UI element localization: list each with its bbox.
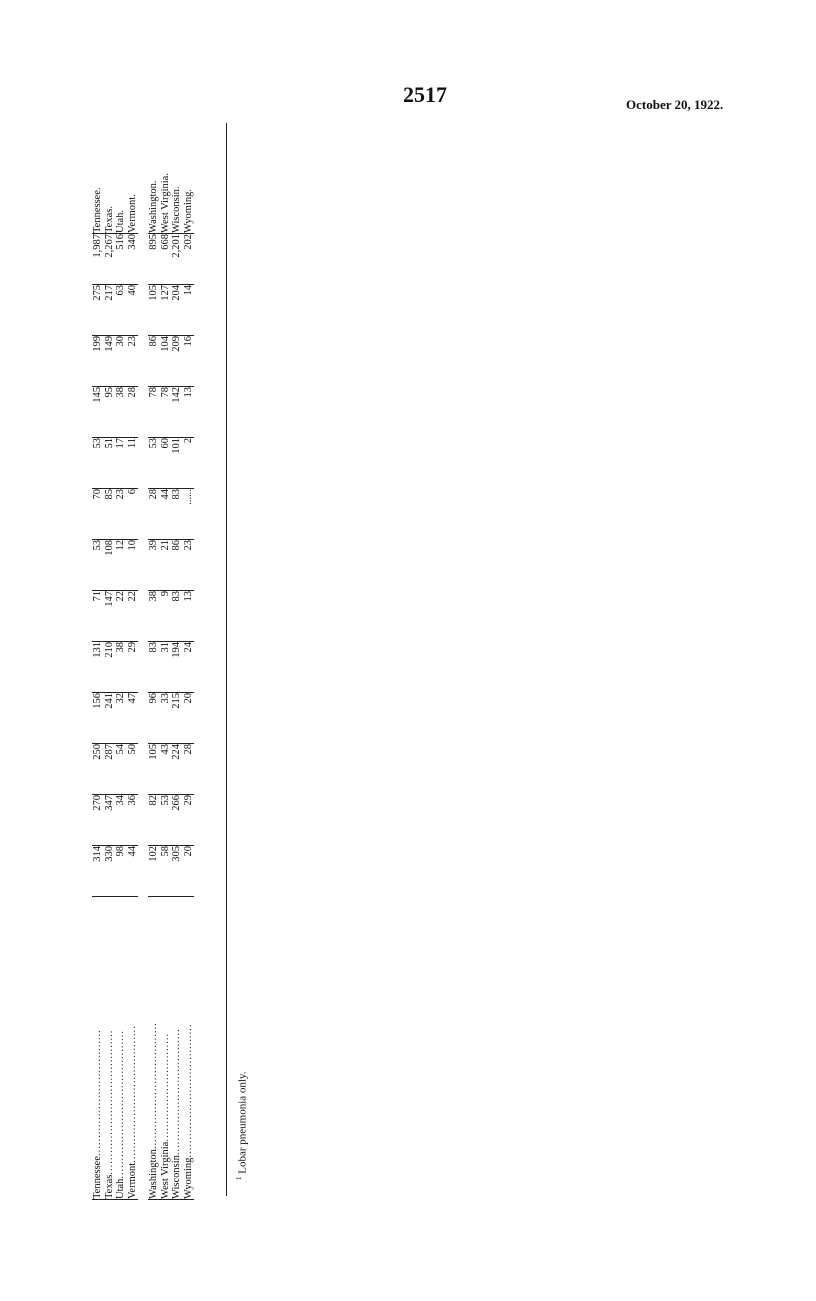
right-state-name: Utah.	[115, 125, 127, 234]
value-cell: 78	[148, 387, 160, 438]
dot-leader: ...................................	[148, 1022, 159, 1150]
value-cell: 47	[127, 693, 139, 744]
value-cell: 12	[115, 540, 127, 591]
value-cell: 101	[171, 438, 183, 489]
value-cell: 31	[160, 642, 172, 693]
value-cell: 50	[127, 744, 139, 795]
right-state-name: Wyoming.	[183, 125, 195, 234]
footnote	[235, 1072, 249, 1180]
value-cell: 20	[183, 846, 195, 897]
value-cell: 668	[160, 234, 172, 285]
value-cell: 82	[148, 795, 160, 846]
value-cell: 60	[160, 438, 172, 489]
value-cell: 44	[160, 489, 172, 540]
value-cell: 29	[127, 642, 139, 693]
gap-cell	[138, 125, 148, 1200]
value-cell: 266	[171, 795, 183, 846]
table-row	[148, 125, 160, 1200]
value-cell: 108	[104, 540, 116, 591]
value-cell: 63	[115, 285, 127, 336]
value-cell: 1,987	[92, 234, 104, 285]
value-cell: 147	[104, 591, 116, 642]
value-cell: 131	[92, 642, 104, 693]
value-cell: 13	[183, 591, 195, 642]
state-name-cell	[104, 897, 116, 1200]
value-cell: 40	[127, 285, 139, 336]
table-row	[92, 125, 104, 1200]
dot-leader: ........................................	[103, 1029, 115, 1175]
state-name: Vermont	[126, 1162, 138, 1199]
right-state-name: Texas.	[104, 125, 116, 234]
value-cell: 305	[171, 846, 183, 897]
state-name-cell	[148, 897, 160, 1200]
value-cell: 217	[104, 285, 116, 336]
value-cell: 38	[115, 642, 127, 693]
value-cell: 13	[183, 387, 195, 438]
value-cell: 149	[104, 336, 116, 387]
value-cell: 38	[148, 591, 160, 642]
value-cell: 24	[183, 642, 195, 693]
value-cell: ......	[183, 489, 195, 540]
state-name: West Virginia	[159, 1141, 171, 1199]
value-cell: 314	[92, 846, 104, 897]
value-cell: 20	[183, 693, 195, 744]
value-cell: 51	[104, 438, 116, 489]
value-cell: 98	[115, 846, 127, 897]
state-name-cell	[171, 897, 183, 1200]
value-cell: 28	[183, 744, 195, 795]
page-number: 2517	[403, 82, 447, 107]
dot-leader: .....................................	[182, 1023, 194, 1158]
value-cell: 71	[92, 591, 104, 642]
value-cell: 340	[127, 234, 139, 285]
state-name-cell	[183, 897, 195, 1200]
value-cell: 53	[148, 438, 160, 489]
page-date: October 20, 1922.	[626, 97, 724, 112]
value-cell: 215	[171, 693, 183, 744]
value-cell: 86	[171, 540, 183, 591]
value-cell: 275	[92, 285, 104, 336]
value-cell: 21	[160, 540, 172, 591]
rotated-table-container	[92, 125, 227, 1200]
value-cell: 53	[92, 438, 104, 489]
data-table-body	[92, 125, 194, 1200]
value-cell: 70	[92, 489, 104, 540]
state-name-cell	[115, 897, 127, 1200]
footnote-text: Lobar pneumonia only.	[236, 1071, 249, 1174]
value-cell: 36	[127, 795, 139, 846]
state-name-cell	[160, 897, 172, 1200]
value-cell: 54	[115, 744, 127, 795]
table-row	[104, 125, 116, 1200]
value-cell: 11	[127, 438, 139, 489]
value-cell: 105	[148, 744, 160, 795]
value-cell: 2,267	[104, 234, 116, 285]
value-cell: 14	[183, 285, 195, 336]
right-state-name: Tennessee.	[92, 125, 104, 234]
state-name: Texas	[103, 1174, 115, 1199]
value-cell: 2	[183, 438, 195, 489]
value-cell: 83	[171, 489, 183, 540]
right-state-name: West Virginia.	[160, 125, 172, 234]
value-cell: 209	[171, 336, 183, 387]
value-cell: 83	[148, 642, 160, 693]
value-cell: 16	[183, 336, 195, 387]
value-cell: 58	[160, 846, 172, 897]
value-cell: 22	[127, 591, 139, 642]
value-cell: 204	[171, 285, 183, 336]
value-cell: 83	[171, 591, 183, 642]
value-cell: 23	[115, 489, 127, 540]
dot-leader: ......................................	[126, 1025, 138, 1163]
table-row	[127, 125, 139, 1200]
value-cell: 250	[92, 744, 104, 795]
value-cell: 32	[115, 693, 127, 744]
value-cell: 30	[115, 336, 127, 387]
value-cell: 44	[127, 846, 139, 897]
dot-leader: ...................................	[92, 1029, 103, 1156]
value-cell: 516	[115, 234, 127, 285]
value-cell: 39	[148, 540, 160, 591]
table-row	[115, 125, 127, 1200]
value-cell: 78	[160, 387, 172, 438]
value-cell: 95	[104, 387, 116, 438]
value-cell: 6	[127, 489, 139, 540]
value-cell: 2,201	[171, 234, 183, 285]
row-group-gap	[138, 125, 148, 1200]
value-cell: 33	[160, 693, 172, 744]
table-row	[171, 125, 183, 1200]
right-state-name: Washington.	[148, 125, 160, 234]
value-cell: 156	[92, 693, 104, 744]
value-cell: 9	[160, 591, 172, 642]
state-name: Washington	[148, 1149, 159, 1199]
value-cell: 17	[115, 438, 127, 489]
value-cell: 23	[127, 336, 139, 387]
value-cell: 287	[104, 744, 116, 795]
value-cell: 347	[104, 795, 116, 846]
value-cell: 145	[92, 387, 104, 438]
dot-leader: .........................................	[115, 1029, 126, 1179]
value-cell: 210	[104, 642, 116, 693]
state-name: Utah	[115, 1178, 126, 1199]
state-name-cell	[127, 897, 139, 1200]
dot-leader: ...................................	[171, 1028, 182, 1156]
table-row	[160, 125, 172, 1200]
value-cell: 10	[127, 540, 139, 591]
value-cell: 102	[148, 846, 160, 897]
value-cell: 43	[160, 744, 172, 795]
value-cell: 96	[148, 693, 160, 744]
value-cell: 199	[92, 336, 104, 387]
value-cell: 127	[160, 285, 172, 336]
value-cell: 85	[104, 489, 116, 540]
value-cell: 38	[115, 387, 127, 438]
state-name: Tennessee	[92, 1156, 103, 1199]
value-cell: 23	[183, 540, 195, 591]
state-name-cell	[92, 897, 104, 1200]
value-cell: 895	[148, 234, 160, 285]
state-name: Wisconsin	[171, 1155, 182, 1199]
dot-leader: ..............................	[159, 1032, 171, 1142]
footnote-marker: 1	[235, 1176, 243, 1180]
right-state-name: Vermont.	[127, 125, 139, 234]
value-cell: 53	[160, 795, 172, 846]
value-cell: 202	[183, 234, 195, 285]
right-state-name: Wisconsin.	[171, 125, 183, 234]
value-cell: 29	[183, 795, 195, 846]
table-row	[183, 125, 195, 1200]
value-cell: 194	[171, 642, 183, 693]
state-name: Wyoming	[182, 1157, 194, 1199]
value-cell: 34	[115, 795, 127, 846]
value-cell: 142	[171, 387, 183, 438]
value-cell: 53	[92, 540, 104, 591]
value-cell: 105	[148, 285, 160, 336]
value-cell: 330	[104, 846, 116, 897]
value-cell: 270	[92, 795, 104, 846]
value-cell: 241	[104, 693, 116, 744]
value-cell: 224	[171, 744, 183, 795]
value-cell: 104	[160, 336, 172, 387]
data-table	[92, 125, 194, 1200]
value-cell: 28	[148, 489, 160, 540]
value-cell: 22	[115, 591, 127, 642]
value-cell: 28	[127, 387, 139, 438]
value-cell: 86	[148, 336, 160, 387]
